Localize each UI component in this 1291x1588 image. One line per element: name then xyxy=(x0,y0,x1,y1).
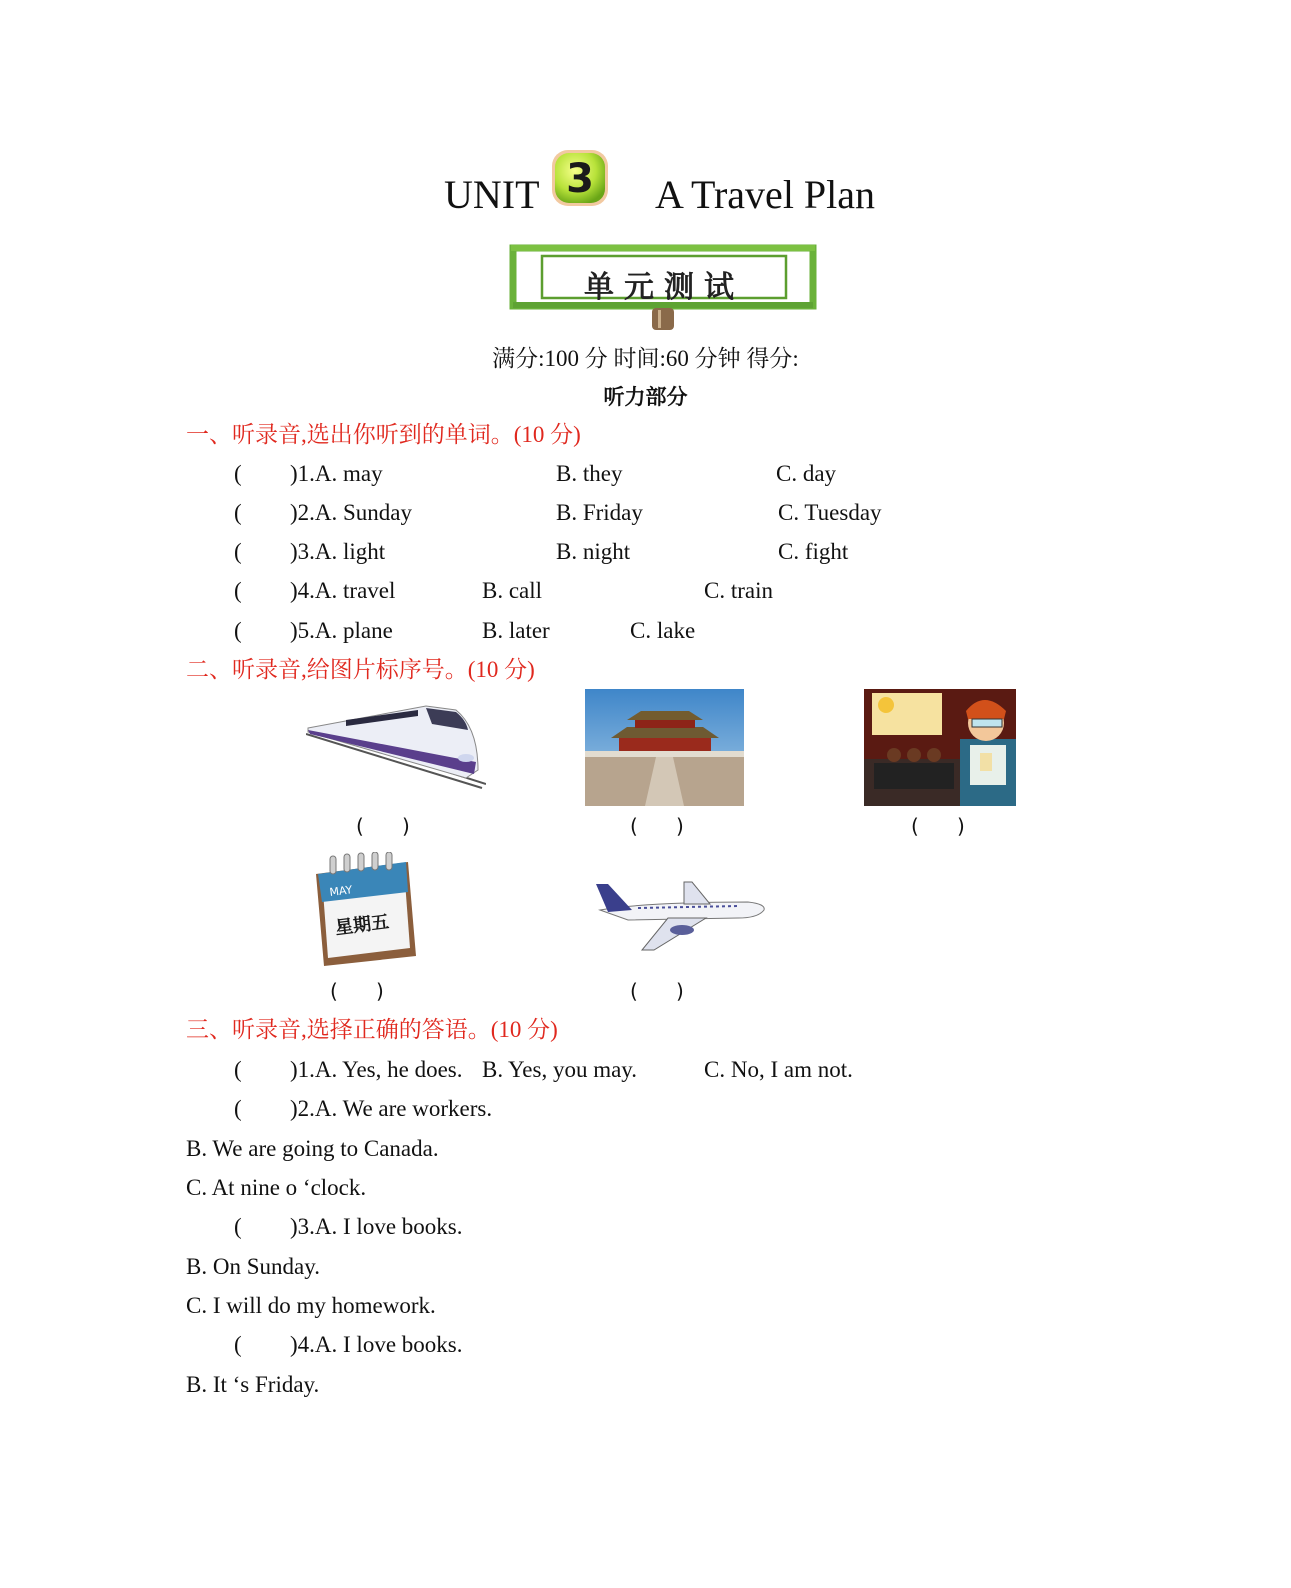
option-b: B. Yes, you may. xyxy=(482,1057,638,1082)
option-b: B. Friday xyxy=(556,500,643,525)
unit-title: A Travel Plan xyxy=(655,172,876,217)
option-c: C. lake xyxy=(630,618,696,643)
answer-paren: ( xyxy=(234,578,242,603)
answer-paren: ( xyxy=(234,1057,242,1082)
option-a: )2.A. Sunday xyxy=(290,500,413,525)
option-a: )4.A. travel xyxy=(290,578,396,603)
option-a: )3.A. light xyxy=(290,539,386,564)
option-c: C. day xyxy=(776,461,837,486)
unit-number-badge xyxy=(549,147,611,209)
option-c: C. At nine o ‘clock. xyxy=(186,1175,367,1200)
picture-answer-blank: ( ) xyxy=(330,979,384,1003)
part3-heading: 三、听录音,选择正确的答语。(10 分) xyxy=(186,1017,558,1042)
option-a: )1.A. Yes, he does. xyxy=(290,1057,463,1082)
bullet-train-picture xyxy=(306,700,486,792)
option-a: )1.A. may xyxy=(290,461,383,486)
option-a: )2.A. We are workers. xyxy=(290,1096,493,1121)
banner-text: 单元测试 xyxy=(584,270,744,305)
movie-theater-picture xyxy=(864,689,1016,806)
airplane-picture xyxy=(588,878,768,952)
answer-paren: ( xyxy=(234,1214,242,1239)
unit-test-banner xyxy=(508,240,820,335)
picture-answer-blank: ( ) xyxy=(356,814,410,838)
option-b: B. call xyxy=(482,578,543,603)
answer-paren: ( xyxy=(234,1332,242,1357)
unit-number: 3 xyxy=(566,156,594,202)
answer-paren: ( xyxy=(234,618,242,643)
answer-paren: ( xyxy=(234,461,242,486)
option-b: B. they xyxy=(556,461,623,486)
answer-paren: ( xyxy=(234,500,242,525)
option-b: B. We are going to Canada. xyxy=(186,1136,439,1161)
option-b: B. later xyxy=(482,618,550,643)
calendar-day: 星期五 xyxy=(334,911,391,939)
part2-heading: 二、听录音,给图片标序号。(10 分) xyxy=(186,657,535,682)
option-c: C. Tuesday xyxy=(778,500,882,525)
option-a: )4.A. I love books. xyxy=(290,1332,463,1357)
picture-answer-blank: ( ) xyxy=(911,814,965,838)
answer-paren: ( xyxy=(234,539,242,564)
listening-section-heading: 听力部分 xyxy=(603,385,688,409)
score-info: 满分:100 分 时间:60 分钟 得分: xyxy=(492,346,799,371)
unit-label: UNIT xyxy=(444,172,540,217)
option-b: B. night xyxy=(556,539,631,564)
part1-heading: 一、听录音,选出你听到的单词。(10 分) xyxy=(186,422,581,447)
picture-answer-blank: ( ) xyxy=(630,814,684,838)
forbidden-city-picture xyxy=(585,689,744,806)
option-b: B. On Sunday. xyxy=(186,1254,320,1279)
calendar-month: MAY xyxy=(328,883,354,899)
calendar-friday-picture xyxy=(312,852,420,970)
option-c: C. train xyxy=(704,578,773,603)
answer-paren: ( xyxy=(234,1096,242,1121)
option-a: )3.A. I love books. xyxy=(290,1214,463,1239)
option-a: )5.A. plane xyxy=(290,618,393,643)
option-b: B. It ‘s Friday. xyxy=(186,1372,320,1397)
option-c: C. fight xyxy=(778,539,849,564)
option-c: C. No, I am not. xyxy=(704,1057,853,1082)
picture-answer-blank: ( ) xyxy=(630,979,684,1003)
option-c: C. I will do my homework. xyxy=(186,1293,436,1318)
